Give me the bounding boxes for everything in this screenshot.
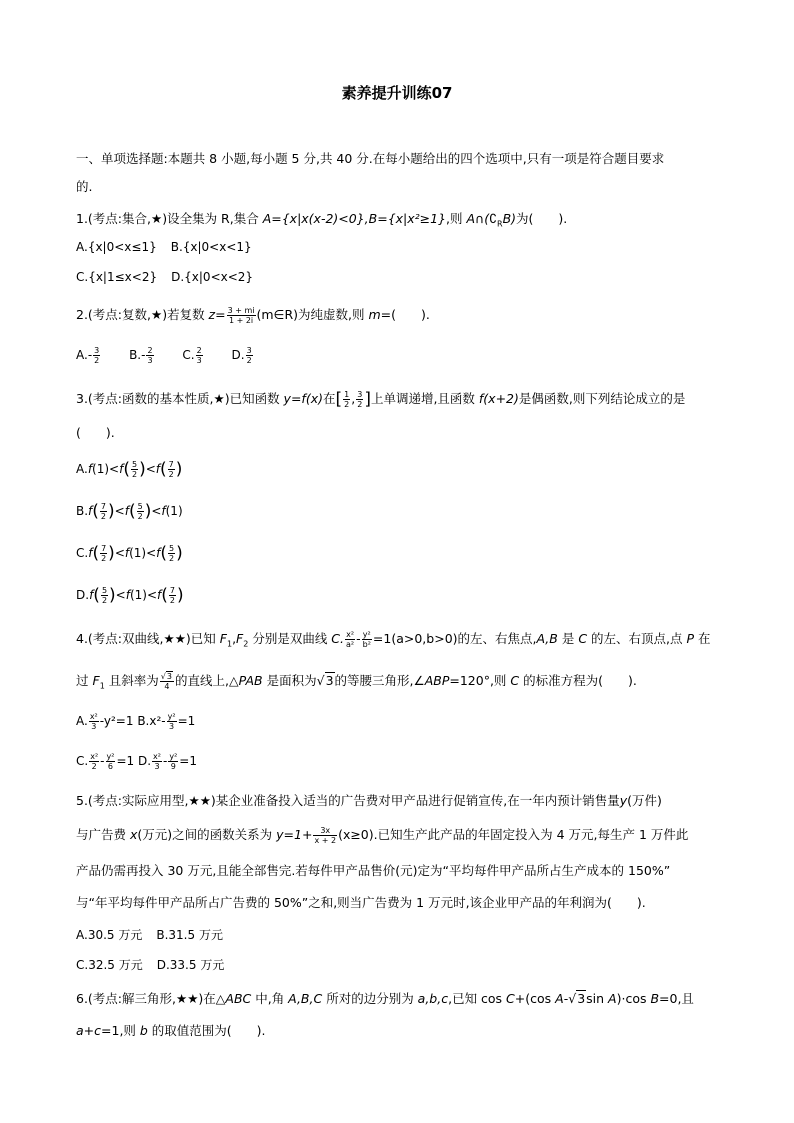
q3-f: f xyxy=(119,462,124,476)
section-heading-line-2: 的. xyxy=(76,179,93,194)
q3-f: f xyxy=(88,546,93,560)
q3-d2: 2 xyxy=(169,554,175,563)
q1-text-g: 为( ). xyxy=(516,211,568,226)
q6-l1-h: )·cos xyxy=(616,991,651,1006)
q4-F2-sub: 2 xyxy=(243,639,249,649)
q4-b-num: y² xyxy=(167,712,176,721)
question-3-stem: 3.(考点:函数的基本性质,★)已知函数 y=f(x)在[ $\frac{1}{2}$ , $\frac{3}{2}$ ]上单调递增,且函数 f(x+2)是偶函数,则下列结论成立的是 xyxy=(76,389,686,410)
q6-l1-f: - xyxy=(563,991,569,1006)
q4-d-num1: x² xyxy=(153,752,161,761)
q3-f: f xyxy=(161,504,166,518)
q3-int-1d: 2 xyxy=(344,400,350,409)
q4-d-num2: y² xyxy=(169,752,178,761)
q4-b-tail: =1 xyxy=(177,714,196,728)
q1-text-a: 1.(考点:集合,★)设全集为 R,集合 xyxy=(76,211,263,226)
q3-f: f xyxy=(157,588,162,602)
question-1-options-row-2 xyxy=(76,268,253,286)
question-4-stem xyxy=(76,630,711,654)
q4-C2: C xyxy=(578,631,588,646)
question-5-options-row-2 xyxy=(76,956,224,974)
q1-option-b[interactable]: B.{x|0<x<1} xyxy=(170,240,252,254)
question-5-stem-line-1 xyxy=(76,792,662,810)
q4-l2-c: 的直线上,△ xyxy=(174,673,239,688)
q3-lt: < xyxy=(115,588,126,602)
q4-l2-sub: 1 xyxy=(99,681,105,691)
q3-d2: 2 xyxy=(137,512,143,521)
q3-n5: 5 xyxy=(101,586,108,595)
q3-n7: 7 xyxy=(169,586,175,595)
q4-option-a[interactable] xyxy=(76,712,134,731)
q4-ABP: ABP xyxy=(424,673,450,688)
q3-int-1n: 1 xyxy=(344,390,350,399)
q3-f: f xyxy=(125,588,130,602)
q2-b-den: 3 xyxy=(147,356,153,365)
q1-sets: A={x|x(x-2)<0},B={x|x²≥1} xyxy=(262,211,447,226)
q6-l1-d: ,已知 cos xyxy=(448,991,507,1006)
q4-x2: x² xyxy=(346,630,355,639)
q4-F1: F xyxy=(219,631,227,646)
question-5-options-row-1 xyxy=(76,926,223,944)
q6-l2-a: a+c xyxy=(76,1023,102,1038)
q2-denominator: 1 + 2i xyxy=(228,316,254,325)
q4-option-d-label: D. xyxy=(137,754,152,768)
q2-m: m xyxy=(368,307,381,322)
q3-text-a: 3.(考点:函数的基本性质,★)已知函数 xyxy=(76,391,284,406)
q3-d2: 2 xyxy=(168,470,174,479)
q2-a-den: 2 xyxy=(94,356,100,365)
q2-text-b: (m∈R)为纯虚数,则 xyxy=(256,307,369,322)
q4-b-den: 3 xyxy=(169,722,175,731)
q2-option-b[interactable] xyxy=(129,346,154,365)
q6-l2-b: =1,则 xyxy=(101,1023,140,1038)
q3-text-c: 上单调递增,且函数 xyxy=(370,391,479,406)
q4-l2-a: 过 xyxy=(76,673,93,688)
q4-b2: b² xyxy=(362,640,371,649)
q1-option-a[interactable]: A.{x|0<x≤1} xyxy=(76,240,157,254)
q1-option-d[interactable]: D.{x|0<x<2} xyxy=(171,270,254,284)
q2-option-a[interactable] xyxy=(76,346,101,365)
q2-option-b-label: B.- xyxy=(129,348,146,362)
q4-text-d: 是 xyxy=(557,631,579,646)
q2-numerator: 3 + mi xyxy=(227,306,255,315)
q5-option-c[interactable]: C.32.5 万元 xyxy=(76,958,143,972)
q4-c-tail: =1 xyxy=(116,754,135,768)
q1-set-b: B) xyxy=(502,211,517,226)
q5-l2-x: x xyxy=(129,827,138,842)
q4-c-num1: x² xyxy=(90,752,99,761)
q4-c-num2: y² xyxy=(106,752,115,761)
q3-text-b: 在 xyxy=(322,391,336,406)
section-heading-line-1: 一、单项选择题:本题共 8 小题,每小题 5 分,共 40 分.在每小题给出的四个选项中,只有一项是符合题目要求 xyxy=(76,151,665,166)
q3-y: y=f(x) xyxy=(283,391,323,406)
q4-d-tail: =1 xyxy=(179,754,197,768)
q3-fx2: f(x+2) xyxy=(478,391,519,406)
q6-l1-c: 所对的边分别为 xyxy=(322,991,418,1006)
q2-option-d[interactable] xyxy=(231,346,254,365)
q3-d2: 2 xyxy=(100,512,107,521)
q5-l2-c: (x≥0).已知生产此产品的年固定投入为 4 万元,每生产 1 万件此 xyxy=(338,827,689,842)
question-4-options-row-2 xyxy=(76,752,197,771)
q3-one: (1) xyxy=(165,504,183,518)
q4-l2-b: 且斜率为 xyxy=(104,673,159,688)
q3-d2: 2 xyxy=(131,470,138,479)
q3-option-b-label: B. xyxy=(76,504,89,518)
question-2-options xyxy=(76,346,254,365)
q4-slope-den: 4 xyxy=(164,682,170,691)
q3-option-a[interactable]: A.f(1)<f( $\frac{5}{2}$ )<f( $\frac{7}{2}$ ) xyxy=(76,459,183,480)
q6-l2-c: 的取值范围为( ). xyxy=(147,1023,266,1038)
q3-text-d: 是偶函数,则下列结论成立的是 xyxy=(518,391,686,406)
q3-f: f xyxy=(87,462,93,476)
q3-option-c-label: C. xyxy=(76,546,89,560)
q3-int-2d: 2 xyxy=(357,400,363,409)
q3-option-a-label: A. xyxy=(76,462,88,476)
q4-l2-F: F xyxy=(92,673,100,688)
q2-c-num: 2 xyxy=(196,346,202,355)
q3-d2: 2 xyxy=(101,596,108,605)
q4-slope-num: 3 xyxy=(166,672,172,681)
q4-a2: a² xyxy=(346,640,355,649)
q2-a-num: 3 xyxy=(94,346,100,355)
q5-l2-a: 与广告费 xyxy=(76,827,130,842)
q4-l2-e: 的等腰三角形,∠ xyxy=(334,673,425,688)
q3-one: (1) xyxy=(129,588,147,602)
q4-option-d[interactable]: D. $\frac{\text{x²}}{3}$ - $\frac{\text{y²}}{9}$ =1 xyxy=(137,752,197,771)
q4-y2: y² xyxy=(362,630,371,639)
q2-option-a-label: A.- xyxy=(76,348,93,362)
q4-text-f: 在 xyxy=(694,631,711,646)
q4-AB: A,B xyxy=(536,631,558,646)
q3-n7: 7 xyxy=(100,502,107,511)
question-4-stem-line-2: 过 $F_1$ 且斜率为 $\frac{√3}{4}$ 的直线上,△PAB 是面积为√3的等腰三角形,∠ABP=120°,则 C 的标准方程为( ). xyxy=(76,672,637,691)
q3-one: (1) xyxy=(129,546,147,560)
q2-d-den: 2 xyxy=(246,356,252,365)
q4-l2-C: C xyxy=(510,673,520,688)
q4-d-den1: 3 xyxy=(154,762,160,771)
q4-l2-f: =120°,则 xyxy=(449,673,511,688)
q4-text-a: 4.(考点:双曲线,★★)已知 xyxy=(76,631,220,646)
q4-C: C. xyxy=(331,631,344,646)
q6-A1: A xyxy=(555,991,564,1006)
q6-l1-i: =0,且 xyxy=(659,991,694,1006)
question-5-stem-line-3: 产品仍需再投入 30 万元,且能全部售完.若每件甲产品售价(元)定为“平均每件甲产品所占生产成本的 150%” xyxy=(76,863,671,878)
q3-f: f xyxy=(156,546,161,560)
question-1-options-row-1 xyxy=(76,238,252,256)
q3-lt: < xyxy=(146,546,157,560)
q5-fden: x + 2 xyxy=(314,836,337,845)
q1-option-c[interactable]: C.{x|1≤x<2} xyxy=(76,270,158,284)
q4-option-c-label: C. xyxy=(76,754,89,768)
q4-option-b[interactable] xyxy=(137,712,196,731)
q2-option-c[interactable] xyxy=(182,346,203,365)
q3-int-2n: 3 xyxy=(357,390,363,399)
q3-n5: 5 xyxy=(137,502,143,511)
q4-area: 3 xyxy=(325,673,334,688)
q4-eq1: =1(a>0,b>0) xyxy=(372,631,458,646)
q4-a-tail: -y²=1 xyxy=(99,714,134,728)
q2-fraction xyxy=(227,306,256,325)
q4-d-den2: 9 xyxy=(170,762,176,771)
q4-minus: - xyxy=(356,631,361,646)
q3-n5: 5 xyxy=(131,460,138,469)
q3-d2: 2 xyxy=(169,596,175,605)
q3-option-b[interactable]: B.f( $\frac{7}{2}$ )<f( $\frac{5}{2}$ )<f(1) xyxy=(76,501,183,522)
q4-F1-sub: 1 xyxy=(226,639,233,649)
q6-l2-b-var: b xyxy=(139,1023,148,1038)
q6-l1-e: +(cos xyxy=(514,991,556,1006)
q3-lt: < xyxy=(109,462,120,476)
question-6-stem-line-2 xyxy=(76,1022,266,1040)
q4-option-a-label: A. xyxy=(76,714,88,728)
q6-sqrt3: 3 xyxy=(577,991,586,1006)
question-3-stem-line-2: ( ). xyxy=(76,425,115,440)
q3-lt: < xyxy=(151,504,162,518)
q4-P: P xyxy=(686,631,695,646)
q5-option-a[interactable]: A.30.5 万元 xyxy=(76,928,143,942)
q4-text-c: 的左、右焦点, xyxy=(457,631,537,646)
q3-n7: 7 xyxy=(168,460,174,469)
q6-l1-a: 6.(考点:解三角形,★★)在△ xyxy=(76,991,226,1006)
q4-PAB: PAB xyxy=(238,673,263,688)
q1-universe-sub: R xyxy=(497,219,503,229)
q3-f: f xyxy=(124,504,129,518)
q6-sides: a,b,c xyxy=(417,991,449,1006)
q5-l1-y: y xyxy=(619,793,628,808)
q4-option-c[interactable]: C. $\frac{\text{x²}}{2}$ - $\frac{\text{y²}}{6}$ =1 xyxy=(76,752,135,771)
q6-angles: A,B,C xyxy=(288,991,323,1006)
q6-ABC: ABC xyxy=(225,991,252,1006)
q4-comma: , xyxy=(232,631,237,646)
q5-option-d[interactable]: D.33.5 万元 xyxy=(156,958,225,972)
q2-option-c-label: C. xyxy=(182,348,195,362)
q3-lt: < xyxy=(146,588,158,602)
q3-n7: 7 xyxy=(101,544,107,553)
question-6-stem-line-1: 6.(考点:解三角形,★★)在△ABC 中,角 A,B,C 所对的边分别为 a,b,c,已知 cos C+(cos A-√3sin A)·cos B=0,且 xyxy=(76,991,694,1006)
q4-l2-d: 是面积为 xyxy=(262,673,317,688)
q5-l1-tail: (万件) xyxy=(627,793,662,808)
q4-a-num: x² xyxy=(89,712,98,721)
q6-C: C xyxy=(506,991,515,1006)
q1-complement: A∩(∁ xyxy=(466,211,498,226)
q3-option-d-label: D. xyxy=(76,588,90,602)
q3-f: f xyxy=(124,546,130,560)
q2-text-a: 2.(考点:复数,★)若复数 xyxy=(76,307,209,322)
page-title: 素养提升训练07 xyxy=(341,84,453,102)
q4-text-e: 的左、右顶点,点 xyxy=(587,631,687,646)
q3-f: f xyxy=(155,462,161,476)
q2-z: z= xyxy=(208,307,226,322)
q5-l2-b: (万元)之间的函数关系为 xyxy=(137,827,277,842)
q5-fnum: 3x xyxy=(313,826,337,836)
question-2-stem xyxy=(76,306,430,325)
q5-l1: 5.(考点:实际应用型,★★)某企业准备投入适当的广告费对甲产品进行促销宣传,在一年内预计销售量 xyxy=(76,793,620,808)
q4-c-den2: 6 xyxy=(107,762,114,771)
q3-lt: < xyxy=(114,504,125,518)
q6-A2: A xyxy=(608,991,617,1006)
q2-text-c: =( ). xyxy=(380,307,430,322)
q4-option-b-label: B.x²- xyxy=(137,714,166,728)
q4-a-den: 3 xyxy=(91,722,97,731)
q2-d-num: 3 xyxy=(246,346,252,355)
q3-option-c[interactable]: C.f( $\frac{7}{2}$ )<f(1)<f( $\frac{5}{2}$ ) xyxy=(76,543,183,564)
q4-F2: F xyxy=(236,631,244,646)
q2-c-den: 3 xyxy=(196,356,202,365)
q4-text-b: 分别是双曲线 xyxy=(248,631,332,646)
q6-B1: B xyxy=(650,991,660,1006)
q3-lt: < xyxy=(114,546,125,560)
q3-f: f xyxy=(88,504,93,518)
q4-l2-g: 的标准方程为( ). xyxy=(519,673,637,688)
q6-l1-g: sin xyxy=(586,991,609,1006)
q3-d2: 2 xyxy=(101,554,107,563)
q2-b-num: 2 xyxy=(147,346,153,355)
question-5-stem-line-2 xyxy=(76,826,688,845)
q1-text-c: ,则 xyxy=(446,211,467,226)
question-1-stem xyxy=(76,210,567,234)
q3-one: (1) xyxy=(92,462,110,476)
q3-f: f xyxy=(89,588,94,602)
q4-c-den1: 2 xyxy=(91,762,97,771)
question-4-options-row-1 xyxy=(76,712,195,731)
q3-n5: 5 xyxy=(169,544,175,553)
q2-option-d-label: D. xyxy=(231,348,245,362)
question-5-stem-line-4: 与“年平均每件甲产品所占广告费的 50%”之和,则当广告费为 1 万元时,该企业甲产品的年利润为( ). xyxy=(76,895,646,910)
q5-option-b[interactable]: B.31.5 万元 xyxy=(156,928,223,942)
q3-option-d[interactable]: D.f( $\frac{5}{2}$ )<f(1)<f( $\frac{7}{2}$ ) xyxy=(76,585,184,606)
q6-l1-b: 中,角 xyxy=(251,991,289,1006)
q3-lt: < xyxy=(145,462,156,476)
q5-l2-y: y=1+ xyxy=(276,827,313,842)
